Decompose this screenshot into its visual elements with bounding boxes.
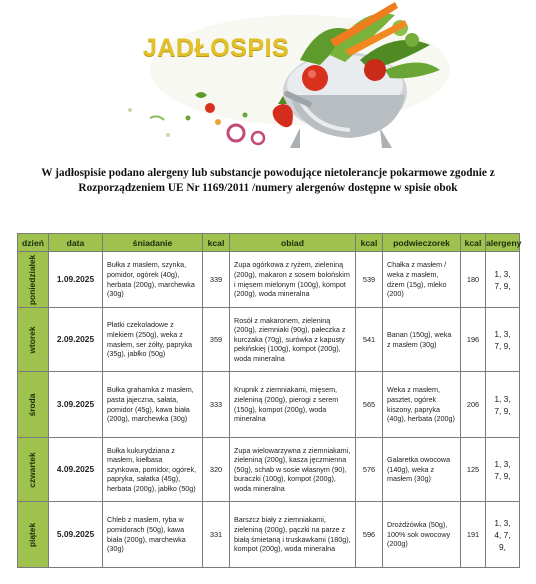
dinner-cell: Rosół z makaronem, zieleniną (200g), ziemniaki (90g), pałeczka z kurczaka (70g), surówka z kapusty pekińskiej (100g), kompot (200g), woda mineralna: [230, 308, 356, 372]
day-cell: [18, 252, 49, 308]
snack-cell: Weka z masłem, pasztet, ogórek kiszony, papryka (40g), herbata (200g): [383, 372, 461, 438]
day-cell: [18, 308, 49, 372]
header-date: data: [49, 234, 103, 252]
breakfast-kcal-cell: 339: [203, 252, 230, 308]
date-cell: 2.09.2025: [49, 308, 103, 372]
snack-kcal-cell: 206: [461, 372, 486, 438]
header-kcal-dinner: kcal: [356, 234, 383, 252]
snack-cell: Banan (150g), weka z masłem (30g): [383, 308, 461, 372]
day-label: czwartek: [27, 451, 38, 488]
table-row: [18, 372, 520, 438]
snack-kcal-cell: 180: [461, 252, 486, 308]
day-cell: [18, 372, 49, 438]
dinner-kcal-cell: 541: [356, 308, 383, 372]
header-day: dzień: [18, 234, 49, 252]
allergens-cell: 1, 3, 7, 9,: [486, 372, 520, 438]
header-allergens: alergeny: [486, 234, 520, 252]
header-dinner: obiad: [230, 234, 356, 252]
day-label: piątek: [27, 522, 38, 547]
dinner-kcal-cell: 596: [356, 502, 383, 568]
snack-kcal-cell: 196: [461, 308, 486, 372]
table-row: [18, 438, 520, 502]
allergens-cell: 1, 3, 7, 9,: [486, 308, 520, 372]
menu-logo-title: JADŁOSPIS: [143, 34, 290, 62]
banner: [0, 0, 536, 160]
allergens-cell: 1, 3, 7, 9,: [486, 252, 520, 308]
snack-cell: Drożdżówka (50g), 100% sok owocowy (200g): [383, 502, 461, 568]
header-breakfast: śniadanie: [103, 234, 203, 252]
snack-cell: Galaretka owocowa (140g), weka z masłem (30g): [383, 438, 461, 502]
table-row: [18, 502, 520, 568]
date-cell: 5.09.2025: [49, 502, 103, 568]
dinner-cell: Krupnik z ziemniakami, mięsem, zieleniną (200g), pierogi z serem (150g), kompot (200g), woda mineralna: [230, 372, 356, 438]
snack-kcal-cell: 191: [461, 502, 486, 568]
allergen-notice-line-1: W jadłospisie podano alergeny lub substancje powodujące nietolerancje pokarmowe zgodnie z: [41, 167, 495, 179]
dinner-kcal-cell: 539: [356, 252, 383, 308]
table-row: [18, 308, 520, 372]
day-cell: [18, 502, 49, 568]
table-row: [18, 252, 520, 308]
allergen-notice-line-2: Rozporządzeniem UE Nr 1169/2011 /numery alergenów dostępne w spisie obok: [78, 182, 458, 194]
breakfast-cell: Płatki czekoladowe z mlekiem (250g), weka z masłem, ser żółty, papryka (35g), jabłko (50g): [103, 308, 203, 372]
breakfast-cell: Chleb z masłem, ryba w pomidorach (50g), kawa biała (200g), marchewka (30g): [103, 502, 203, 568]
header-kcal-snack: kcal: [461, 234, 486, 252]
breakfast-kcal-cell: 320: [203, 438, 230, 502]
dinner-kcal-cell: 565: [356, 372, 383, 438]
table-header-row: [18, 234, 520, 252]
header-snack: podwieczorek: [383, 234, 461, 252]
allergen-notice: [20, 166, 516, 196]
header-kcal-breakfast: kcal: [203, 234, 230, 252]
vegetables-pot-illustration: [0, 0, 536, 160]
breakfast-cell: Bułka grahamka z masłem, pasta jajeczna, sałata, pomidor (45g), kawa biała (200g), marchewka (30g): [103, 372, 203, 438]
dinner-cell: Zupa wielowarzywna z ziemniakami, zieleniną (200g), kasza jęczmienna (50g), schab w sosie własnym (90), buraczki (100g), kompot (200g), woda mineralna: [230, 438, 356, 502]
breakfast-kcal-cell: 359: [203, 308, 230, 372]
allergens-cell: 1, 3, 4, 7, 9,: [486, 502, 520, 568]
dinner-cell: Barszcz biały z ziemniakami, zieleniną (200g), pączki na parze z białą śmietaną i truskawkami (180g), kompot (200g), woda mineralna: [230, 502, 356, 568]
day-label: wtorek: [27, 326, 38, 353]
day-label: środa: [27, 393, 38, 416]
date-cell: 4.09.2025: [49, 438, 103, 502]
dinner-kcal-cell: 576: [356, 438, 383, 502]
breakfast-kcal-cell: 333: [203, 372, 230, 438]
date-cell: 1.09.2025: [49, 252, 103, 308]
breakfast-cell: Bułka z masłem, szynka, pomidor, ogórek (40g), herbata (200g), marchewka (30g): [103, 252, 203, 308]
menu-table: [17, 233, 520, 568]
allergens-cell: 1, 3, 7, 9,: [486, 438, 520, 502]
date-cell: 3.09.2025: [49, 372, 103, 438]
snack-kcal-cell: 125: [461, 438, 486, 502]
dinner-cell: Zupa ogórkowa z ryżem, zieleniną (200g), makaron z sosem bolońskim i mięsem mielonym (100g), kompot (200g), woda mineralna: [230, 252, 356, 308]
breakfast-cell: Bułka kukurydziana z masłem, kiełbasa szynkowa, pomidor, ogórek, papryka, sałatka (45g), herbata (200g), jabłko (50g): [103, 438, 203, 502]
breakfast-kcal-cell: 331: [203, 502, 230, 568]
snack-cell: Chałka z masłem / weka z masłem, dżem (15g), mleko (200): [383, 252, 461, 308]
day-cell: [18, 438, 49, 502]
day-label: poniedziałek: [27, 254, 38, 305]
